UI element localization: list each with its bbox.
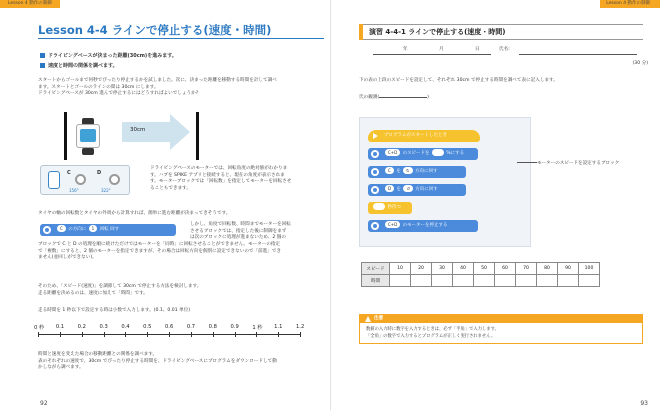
scale-label: 1.1 — [274, 324, 283, 330]
speed-cell: 50 — [474, 263, 495, 275]
goal-line — [196, 112, 199, 160]
motor-line: す。モーターブロックでは「回転数」を指定してモーターを回転させ — [150, 179, 292, 185]
speed-cell: 40 — [453, 263, 474, 275]
time-cell[interactable] — [537, 275, 558, 287]
knob-d-icon — [109, 174, 120, 185]
time-cell[interactable] — [495, 275, 516, 287]
wait-block[interactable] — [368, 202, 412, 214]
bottom-line: 時間と速度を変えた場合の移動距離との関係を調べます。 — [38, 352, 158, 357]
tire-text: タイヤの軸の回転数とタイヤの外周から計算すれば、簡単に進む距離が決まってきそうです。 — [38, 211, 231, 216]
speed-cell: 70 — [516, 263, 537, 275]
callout-line — [517, 162, 537, 163]
gear-icon — [43, 226, 51, 234]
student-field — [359, 95, 429, 102]
block-unit: 回転 — [99, 227, 109, 232]
block-line: しかし、角度で回転数、時間までモーターを回転 — [190, 222, 291, 227]
scale-tick — [38, 332, 39, 337]
robot-hub — [80, 129, 96, 142]
speed-line: 走る距離を決めるのは、速度に加えて「時間」です。 — [38, 290, 148, 296]
timer-text: 走る時間を 1 秒以下で設定する時は小数で入力します。(0.1、0.01 単位) — [38, 308, 191, 313]
stop-block-label: のモーターを停止する — [402, 223, 448, 228]
caution-line: 「全角」の数字で入力するとプログラムが正しく実行されません。 — [366, 334, 496, 339]
scale-label: 0.1 — [55, 324, 65, 330]
row-header: 時間 — [362, 275, 390, 287]
lesson-title: Lesson 4-4 ラインで停止する(速度・時間) — [38, 23, 272, 37]
scale-label: 0.9 — [230, 324, 239, 330]
intro-text — [38, 78, 328, 98]
scale-tick — [147, 332, 148, 337]
deg-d: 322° — [101, 188, 111, 193]
intro-line: スタートからゴールまで何秒でぴったり停止するかを試しました。次に、決まった距離を移動する時間を計して調べ — [38, 78, 277, 83]
time-cell[interactable] — [474, 275, 495, 287]
speed-line: そのため、「スピード(速度)」を調節して 30cm で停止する方法を検討します。 — [38, 284, 202, 289]
block-line: で「複数」にすると、2 個のモーターを指定できますが、その場合は回転方向を個別に設定できないので「前進」でき — [38, 248, 282, 254]
block-suffix: 回す — [110, 227, 120, 232]
year-label: 年 — [403, 47, 408, 52]
rotate-dir-icon[interactable]: ↺ — [403, 185, 412, 192]
scale-label: 1 秒 — [252, 325, 263, 331]
scale-label: 0.7 — [186, 324, 196, 330]
motor-c-pill: C — [385, 167, 394, 174]
motor-c-block[interactable] — [368, 166, 466, 178]
scale-label: 0.8 — [208, 324, 217, 330]
block-line: ません(並回しができない)。 — [38, 255, 97, 261]
port-d-label: D — [97, 170, 102, 176]
scale-label: 0.4 — [121, 324, 130, 330]
scale-tick — [300, 332, 301, 337]
caution-body — [366, 326, 499, 340]
port-pill: C — [57, 225, 66, 232]
time-allotment: (30 分) — [632, 61, 648, 66]
stop-port-pill: C+D — [385, 221, 400, 228]
page-number: 92 — [40, 400, 48, 407]
bottom-text — [38, 352, 328, 372]
scale-tick — [104, 332, 105, 337]
exercise-title-accent — [359, 24, 363, 40]
intro-line: ます。スタートとゴールのラインの間は 30cm にします。 — [38, 84, 159, 90]
arrow-head-icon — [170, 114, 190, 150]
motor-card — [40, 165, 130, 195]
scale-tick — [60, 332, 61, 337]
instruction-text: 下の表の上段のスピードを設定して、それぞれ 30cm で停止する時間を調べて表に記入します。 — [359, 78, 558, 83]
right-page — [330, 0, 660, 410]
bottom-line: 表のそれぞれの速度で、30cm でぴったり停止する時間を、ドライビングベースにプログラムをダウンロードして動 — [38, 358, 277, 364]
speed-cell: 30 — [432, 263, 453, 275]
motor-d-block[interactable] — [368, 184, 466, 196]
hub-icon — [48, 171, 60, 189]
date-name-row — [359, 46, 643, 56]
speed-time-table — [361, 262, 600, 287]
distance-figure — [60, 112, 210, 160]
warning-icon — [365, 316, 371, 322]
day-label: 日 — [475, 47, 480, 52]
time-cell[interactable] — [516, 275, 537, 287]
motor-d-pill: D — [385, 185, 394, 192]
goal-item: 速度と時間の関係を調べます。 — [48, 63, 118, 69]
student-field-label: 氏の観測( — [359, 95, 380, 100]
callout-text: モーターのスピードを設定するブロック — [537, 161, 620, 166]
block-line: は次のブロックに処理が進まないため、2 個の — [190, 235, 286, 241]
speed-port-pill: C+D — [385, 149, 400, 156]
dir-suffix: 方向に回す — [415, 187, 438, 192]
exercise-title: 演習 4-4-1 ラインで停止する(速度・時間) — [369, 28, 506, 36]
student-field-close: ) — [427, 95, 429, 100]
dir-label: を — [396, 169, 401, 174]
title-rule — [38, 38, 324, 39]
page-number: 93 — [640, 400, 648, 407]
speed-unit: %にする — [446, 151, 465, 156]
time-cell[interactable] — [558, 275, 579, 287]
bottom-line: かしながら調べます。 — [38, 365, 84, 371]
speed-value-input[interactable] — [432, 149, 444, 156]
running-head: Lesson 4 動作の制御 — [8, 1, 52, 6]
wait-value-input[interactable] — [373, 203, 385, 210]
student-field-blank[interactable] — [379, 97, 427, 98]
speed-text — [38, 284, 328, 297]
caution-box — [359, 314, 643, 344]
scale-label: 0 秒 — [34, 325, 45, 331]
scale-label: 0.2 — [77, 324, 86, 330]
block-text: の方向に — [68, 227, 87, 232]
block-text-full — [38, 242, 328, 262]
count-pill: 1 — [89, 225, 98, 232]
dir-suffix: 方向に回す — [414, 169, 438, 174]
motor-line: ドライビングベースのモーターでは、回転角度の絶対値がわかりま — [150, 166, 288, 171]
block-line: させるブロックでは、指定した後に制御をまず — [190, 228, 287, 234]
scale-tick — [235, 332, 236, 337]
time-cell[interactable] — [432, 275, 453, 287]
scale-tick — [256, 332, 257, 337]
gear-icon — [371, 168, 379, 176]
speed-cell: 100 — [579, 263, 600, 275]
block-text-side — [190, 222, 328, 242]
scale-tick — [278, 332, 279, 337]
speed-cell: 90 — [558, 263, 579, 275]
caution-title: 注意 — [374, 316, 384, 321]
speed-cell: 80 — [537, 263, 558, 275]
stop-block[interactable] — [368, 220, 478, 232]
time-cell[interactable] — [579, 275, 600, 287]
scale-label: 1.2 — [296, 324, 305, 330]
rotate-dir-icon[interactable]: ↻ — [403, 167, 412, 174]
gear-icon — [371, 222, 379, 230]
wait-label: 秒待つ — [387, 205, 401, 210]
name-label: 氏名: — [499, 47, 510, 52]
motor-rotate-block — [40, 224, 176, 236]
date-underline — [373, 54, 491, 55]
scale-label: 0.5 — [143, 324, 152, 330]
goal-item: ドライビングベースが決まった距離(30cm)を進みます。 — [48, 53, 177, 59]
distance-label: 30cm — [130, 127, 146, 133]
scale-tick — [191, 332, 192, 337]
start-block[interactable] — [368, 130, 480, 142]
time-cell[interactable] — [453, 275, 474, 287]
scale-tick — [213, 332, 214, 337]
time-cell[interactable] — [390, 275, 411, 287]
block-line: ブロックで C と D の処理を順に続けただけではモーターを「同時」に回転させることができません。モーターの指定 — [38, 242, 281, 247]
running-head: Lesson 4 動作の制御 — [606, 1, 650, 6]
motor-text — [150, 166, 328, 192]
scale-tick — [82, 332, 83, 337]
scale-tick — [169, 332, 170, 337]
time-cell[interactable] — [411, 275, 432, 287]
robot-image — [70, 116, 110, 156]
row-header: スピード — [362, 263, 390, 275]
knob-c-icon — [75, 174, 86, 185]
caution-header — [360, 315, 642, 323]
start-line — [64, 112, 67, 160]
program-panel — [359, 117, 531, 247]
dir-label: を — [396, 187, 402, 192]
scale-label: 0.3 — [99, 324, 108, 330]
motor-line: ることもできます。 — [150, 185, 191, 191]
play-icon — [373, 133, 378, 139]
gear-icon — [371, 150, 379, 158]
port-c-label: C — [67, 170, 71, 176]
scale-label: 0.6 — [165, 324, 174, 330]
wheel — [82, 148, 94, 155]
motor-line: す。ハブを SPIKE アプリと接続すると、現在の角度が表示されま — [150, 172, 285, 178]
deg-c: 156° — [69, 188, 79, 193]
caution-line: 数値の入力時に数字を入力するときは、必ず「半角」で入力します。 — [366, 327, 499, 332]
scale-tick — [125, 332, 126, 337]
speed-cell: 10 — [390, 263, 411, 275]
speed-cell: 20 — [411, 263, 432, 275]
name-underline — [519, 54, 637, 55]
start-block-label: プログラムがスタートしたとき — [384, 133, 447, 138]
table-row — [362, 263, 600, 275]
gear-icon — [371, 186, 379, 194]
speed-block-label: のスピードを — [402, 151, 430, 156]
speed-block[interactable] — [368, 148, 478, 160]
table-row — [362, 275, 600, 287]
speed-cell: 60 — [495, 263, 516, 275]
month-label: 月 — [439, 47, 444, 52]
intro-line: ドライビングベースが 30cm 進んで停止するにはどうすればよいでしょうか? — [38, 91, 199, 97]
time-scale — [34, 324, 308, 344]
